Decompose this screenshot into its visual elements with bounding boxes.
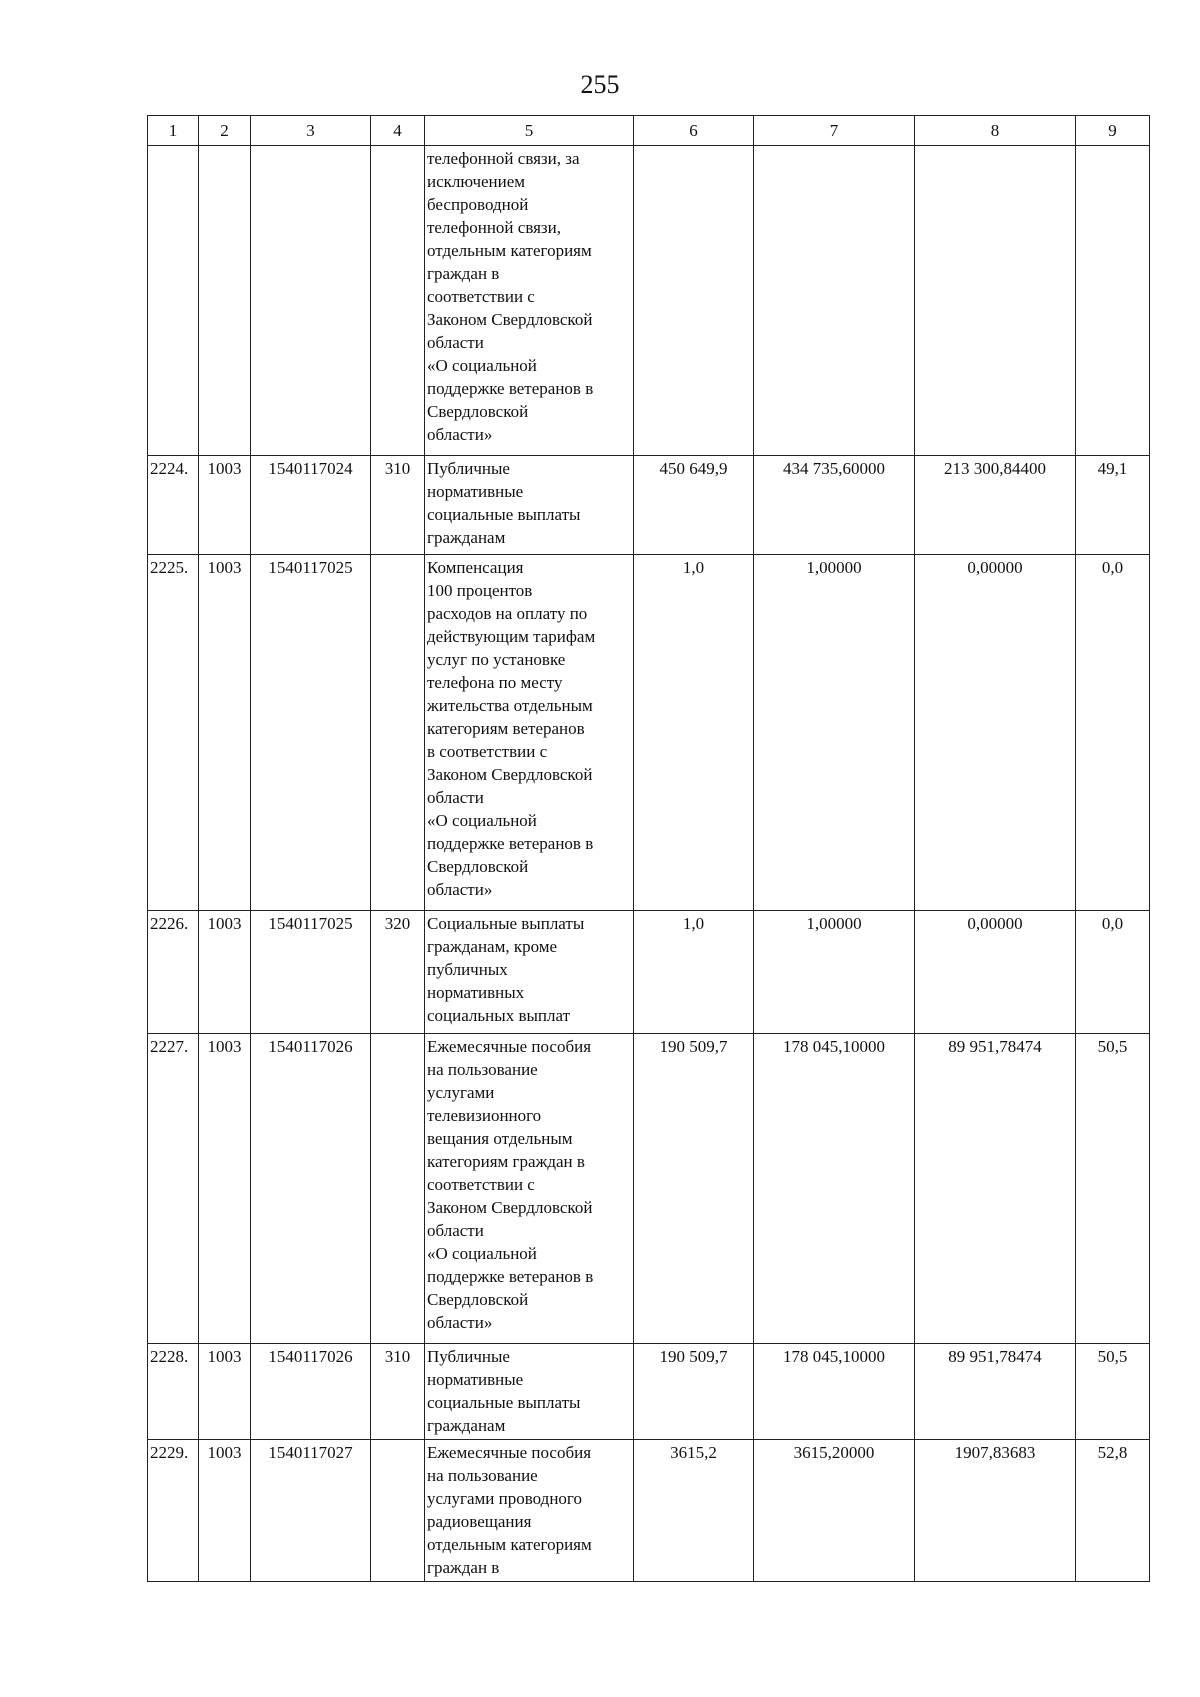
table-row — [148, 456, 1150, 555]
value-col9: 50,5 — [1076, 1344, 1150, 1440]
value-col9: 0,0 — [1076, 555, 1150, 911]
row-number — [148, 146, 199, 456]
table-row — [148, 1440, 1150, 1582]
value-col7: 1,00000 — [754, 555, 915, 911]
value-col9: 0,0 — [1076, 911, 1150, 1034]
expense-type — [371, 555, 425, 911]
target-code: 1540117027 — [251, 1440, 371, 1582]
section-code: 1003 — [199, 1440, 251, 1582]
header-cell: 6 — [634, 116, 754, 146]
row-number: 2225. — [148, 555, 199, 911]
value-col8: 89 951,78474 — [915, 1034, 1076, 1344]
value-col9: 49,1 — [1076, 456, 1150, 555]
target-code: 1540117025 — [251, 911, 371, 1034]
header-cell: 3 — [251, 116, 371, 146]
expense-type: 320 — [371, 911, 425, 1034]
row-number: 2226. — [148, 911, 199, 1034]
expense-type — [371, 1440, 425, 1582]
value-col6: 3615,2 — [634, 1440, 754, 1582]
target-code: 1540117026 — [251, 1344, 371, 1440]
value-col6: 450 649,9 — [634, 456, 754, 555]
value-col6: 190 509,7 — [634, 1344, 754, 1440]
value-col9 — [1076, 146, 1150, 456]
value-col6: 1,0 — [634, 555, 754, 911]
section-code: 1003 — [199, 456, 251, 555]
expense-type — [371, 1034, 425, 1344]
table-row — [148, 911, 1150, 1034]
value-col6: 1,0 — [634, 911, 754, 1034]
value-col7: 178 045,10000 — [754, 1034, 915, 1344]
header-row — [148, 116, 1150, 146]
value-col6: 190 509,7 — [634, 1034, 754, 1344]
target-code — [251, 146, 371, 456]
header-cell: 7 — [754, 116, 915, 146]
description: Публичные нормативные социальные выплаты гражданам — [425, 1344, 634, 1440]
value-col9: 52,8 — [1076, 1440, 1150, 1582]
value-col7: 3615,20000 — [754, 1440, 915, 1582]
expense-type — [371, 146, 425, 456]
value-col7 — [754, 146, 915, 456]
expense-type: 310 — [371, 1344, 425, 1440]
description: Компенсация 100 процентов расходов на оплату по действующим тарифам услуг по установке телефона по месту жительства отдельным категориям ветеранов в соответствии с Законом Свердловской области «О социальной поддержке ветеранов в Свердловской области» — [425, 555, 634, 911]
value-col6 — [634, 146, 754, 456]
table-row — [148, 1034, 1150, 1344]
header-cell: 5 — [425, 116, 634, 146]
header-cell: 1 — [148, 116, 199, 146]
value-col7: 434 735,60000 — [754, 456, 915, 555]
section-code: 1003 — [199, 555, 251, 911]
header-cell: 2 — [199, 116, 251, 146]
row-number: 2228. — [148, 1344, 199, 1440]
value-col8: 213 300,84400 — [915, 456, 1076, 555]
value-col8 — [915, 146, 1076, 456]
budget-table — [147, 115, 1150, 1582]
value-col7: 178 045,10000 — [754, 1344, 915, 1440]
page-number: 255 — [580, 70, 620, 99]
row-number: 2229. — [148, 1440, 199, 1582]
section-code: 1003 — [199, 1344, 251, 1440]
expense-type: 310 — [371, 456, 425, 555]
description: Публичные нормативные социальные выплаты гражданам — [425, 456, 634, 555]
table-row — [148, 555, 1150, 911]
value-col9: 50,5 — [1076, 1034, 1150, 1344]
description: телефонной связи, за исключением беспроводной телефонной связи, отдельным категориям граждан в соответствии с Законом Свердловской области «О социальной поддержке ветеранов в Свердловской области» — [425, 146, 634, 456]
section-code — [199, 146, 251, 456]
row-number: 2224. — [148, 456, 199, 555]
header-cell: 4 — [371, 116, 425, 146]
description: Социальные выплаты гражданам, кроме публичных нормативных социальных выплат — [425, 911, 634, 1034]
value-col8: 89 951,78474 — [915, 1344, 1076, 1440]
row-number: 2227. — [148, 1034, 199, 1344]
section-code: 1003 — [199, 911, 251, 1034]
value-col8: 0,00000 — [915, 555, 1076, 911]
target-code: 1540117026 — [251, 1034, 371, 1344]
description: Ежемесячные пособия на пользование услугами проводного радиовещания отдельным категориям граждан в — [425, 1440, 634, 1582]
target-code: 1540117025 — [251, 555, 371, 911]
description: Ежемесячные пособия на пользование услугами телевизионного вещания отдельным категориям граждан в соответствии с Законом Свердловской области «О социальной поддержке ветеранов в Свердловской области» — [425, 1034, 634, 1344]
table-row — [148, 1344, 1150, 1440]
value-col8: 0,00000 — [915, 911, 1076, 1034]
target-code: 1540117024 — [251, 456, 371, 555]
value-col8: 1907,83683 — [915, 1440, 1076, 1582]
header-cell: 9 — [1076, 116, 1150, 146]
table-row — [148, 146, 1150, 456]
header-cell: 8 — [915, 116, 1076, 146]
section-code: 1003 — [199, 1034, 251, 1344]
value-col7: 1,00000 — [754, 911, 915, 1034]
